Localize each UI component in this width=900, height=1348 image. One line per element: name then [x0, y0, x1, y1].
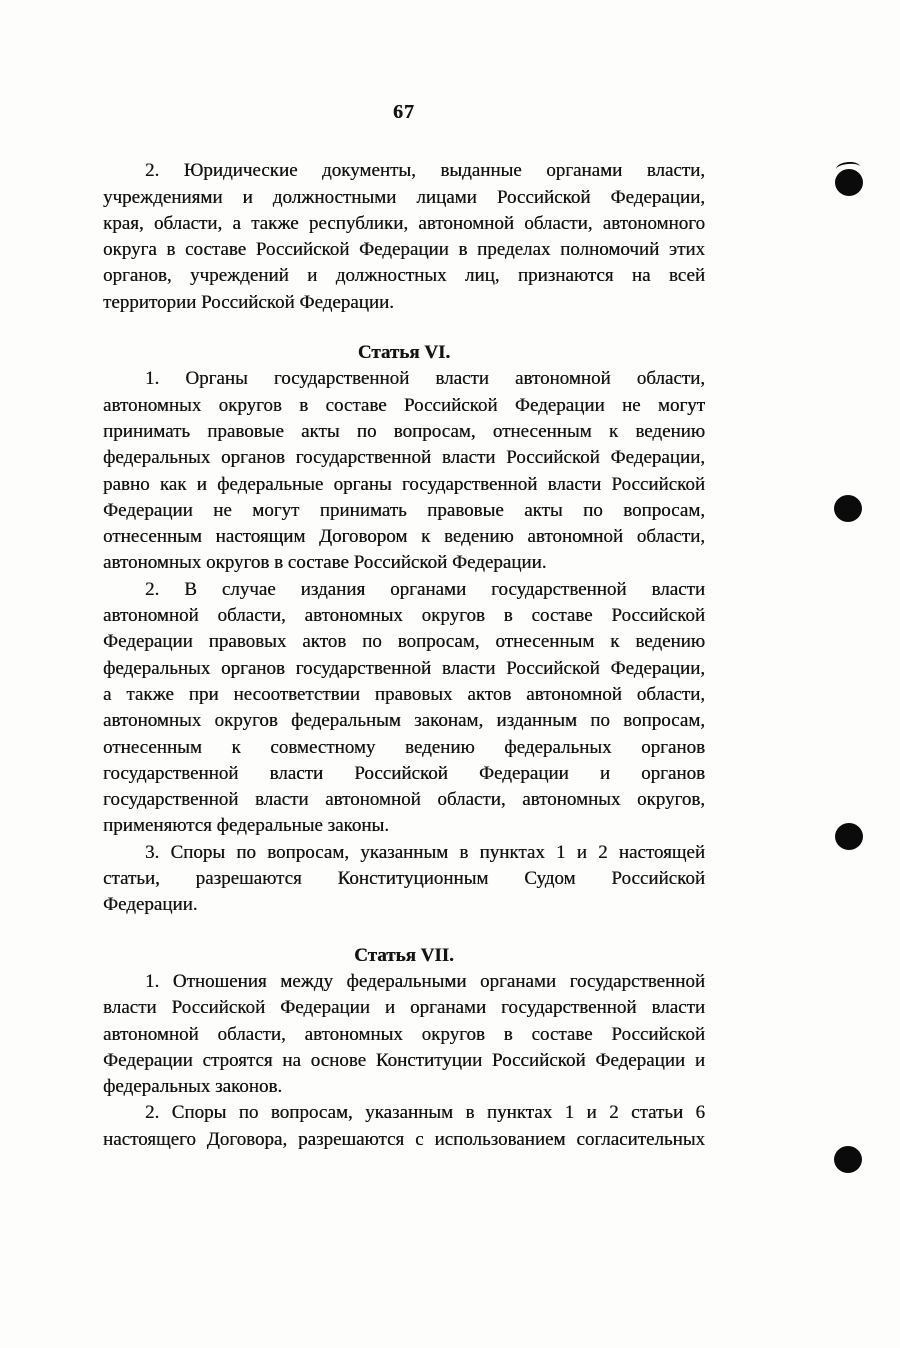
page-number: 67 [393, 101, 415, 123]
text-line: а также при несоответствии правовых актов автономной области, [103, 683, 705, 705]
text-line: 2. В случае издания органами государственной власти [145, 578, 705, 600]
paragraph [103, 366, 705, 576]
text-line: территории Российской Федерации. [103, 291, 394, 313]
text-line: округа в составе Российской Федерации в пределах полномочий этих [103, 239, 705, 261]
text-line: 1. Отношения между федеральными органами государственной [145, 970, 705, 992]
text-line: федеральных органов государственной власти Российской Федерации, [103, 447, 705, 469]
binding-hole-mark [834, 1146, 862, 1173]
text-line: статьи, разрешаются Конституционным Судом Российской [103, 868, 705, 890]
text-line: автономных округов в составе Российской Федерации. [103, 552, 547, 574]
text-line: автономных округов в составе Российской Федерации не могут [103, 394, 705, 416]
document-body [103, 158, 705, 1153]
text-line: равно как и федеральные органы государственной власти Российской [103, 473, 705, 495]
text-line: 3. Споры по вопросам, указанным в пунктах 1 и 2 настоящей [145, 841, 705, 863]
binding-hole-mark [835, 169, 863, 196]
text-line: автономных округов федеральным законам, изданным по вопросам, [103, 710, 705, 732]
article-heading: Статья VI. [357, 342, 451, 364]
text-line: Федерации правовых актов по вопросам, отнесенным к ведению [103, 631, 705, 653]
text-line: настоящего Договора, разрешаются с использованием согласительных [103, 1128, 705, 1150]
text-line: Федерации строятся на основе Конституции Российской Федерации и [103, 1049, 705, 1071]
text-line: учреждениями и должностными лицами Российской Федерации, [103, 186, 705, 208]
text-line: автономной области, автономных округов в составе Российской [103, 1023, 705, 1045]
text-line: отнесенным настоящим Договором к ведению автономной области, [103, 526, 705, 548]
binding-hole-mark [834, 495, 862, 522]
text-line: 2. Юридические документы, выданные органами власти, [145, 160, 705, 182]
text-line: Федерации не могут принимать правовые акты по вопросам, [103, 499, 705, 521]
text-line: края, области, а также республики, автономной области, автономного [103, 212, 705, 234]
paragraph [103, 1100, 705, 1153]
text-line: государственной власти автономной области, автономных округов, [103, 789, 705, 811]
text-line: органов, учреждений и должностных лиц, признаются на всей [103, 265, 705, 287]
text-line: принимать правовые акты по вопросам, отнесенным к ведению [103, 420, 705, 442]
paragraph [103, 840, 705, 919]
paragraph [103, 577, 705, 840]
document-content [103, 99, 705, 1153]
article-heading: Статья VII. [354, 944, 454, 966]
binding-hole-mark [835, 823, 863, 850]
text-line: федеральных органов государственной власти Российской Федерации, [103, 657, 705, 679]
paragraph [103, 969, 705, 1100]
text-line: государственной власти Российской Федерации и органов [103, 762, 705, 784]
text-line: федеральных законов. [103, 1076, 283, 1098]
text-line: применяются федеральные законы. [103, 815, 389, 837]
text-line: отнесенным к совместному ведению федеральных органов [103, 736, 705, 758]
text-line: Федерации. [103, 894, 198, 916]
text-line: 1. Органы государственной власти автономной области, [145, 368, 705, 390]
text-line: 2. Споры по вопросам, указанным в пунктах 1 и 2 статьи 6 [145, 1102, 705, 1124]
text-line: автономной области, автономных округов в составе Российской [103, 605, 705, 627]
paragraph [103, 158, 705, 316]
text-line: власти Российской Федерации и органами государственной власти [103, 997, 705, 1019]
